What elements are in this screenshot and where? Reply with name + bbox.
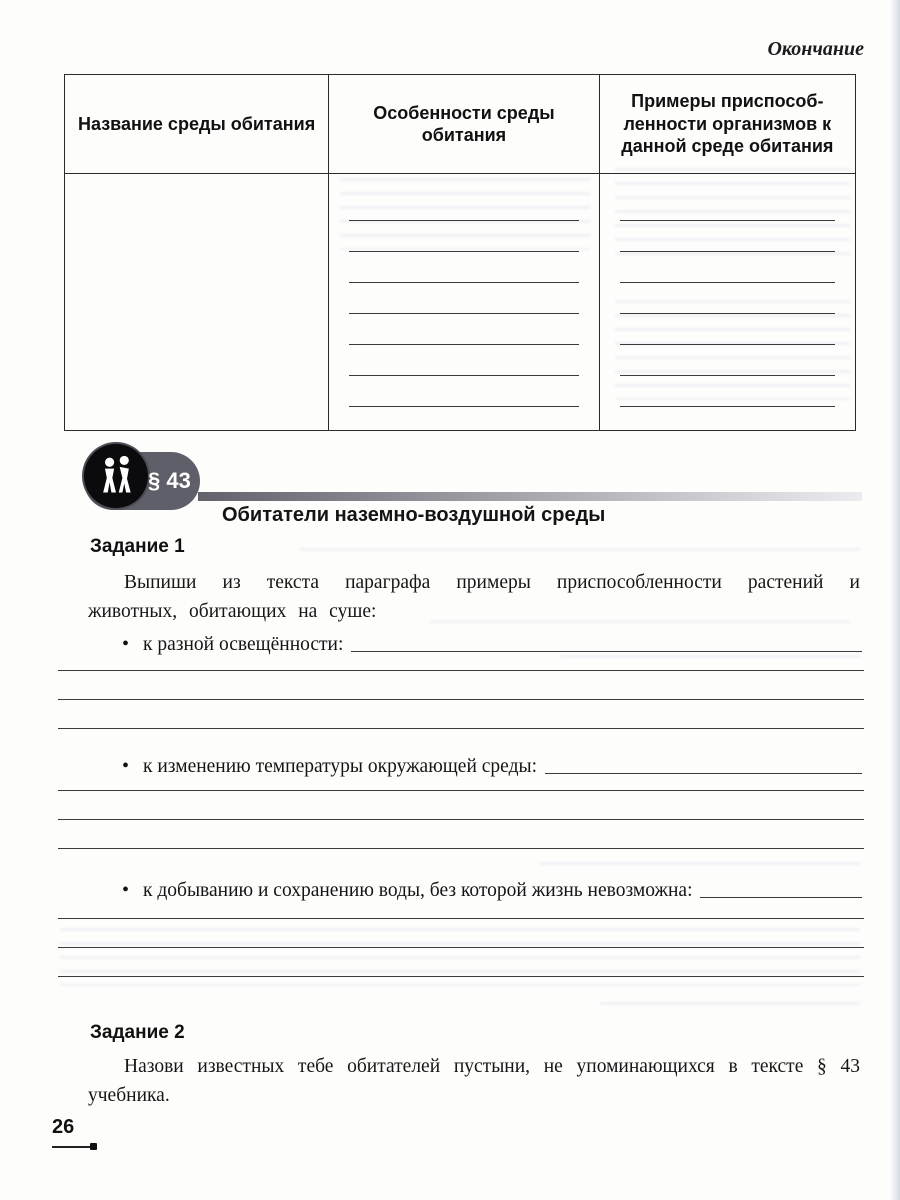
- bleedthrough-artifact: [300, 548, 860, 562]
- write-in-line: [620, 252, 835, 283]
- write-in-line: [58, 762, 864, 791]
- page-number-dot: [90, 1143, 97, 1150]
- page-number: 26: [52, 1116, 75, 1138]
- write-in-line: [620, 190, 835, 221]
- bullet-marker: •: [122, 879, 130, 901]
- write-in-line: [349, 345, 579, 376]
- write-in-line: [349, 283, 579, 314]
- write-in-line: [58, 671, 864, 700]
- bullet-label: к разной освещённости:: [143, 634, 344, 655]
- write-in-line: [349, 252, 579, 283]
- habitat-features-cell: [329, 174, 600, 431]
- write-in-line: [349, 221, 579, 252]
- table-header-row: [65, 75, 856, 174]
- bleedthrough-artifact: [600, 1002, 860, 1014]
- section-divider-bar: [198, 492, 862, 501]
- bullet-label: к изменению температуры окружающей среды:: [143, 756, 538, 777]
- bullet-marker: •: [122, 755, 130, 777]
- task1-heading: Задание 1: [90, 536, 185, 557]
- task1-intro: Выпиши из текста параграфа примеры приспособленности растений и животных, обитающих на суше:: [88, 572, 860, 623]
- task2-heading: Задание 2: [90, 1022, 185, 1043]
- write-in-line: [58, 791, 864, 820]
- table-row: [65, 174, 856, 431]
- write-in-line: [58, 642, 864, 671]
- answer-lines: [58, 642, 864, 729]
- bullet-marker: •: [122, 633, 130, 655]
- table-header-adaptation-examples: Примеры приспособ-ленности организмов к данной среде обитания: [599, 75, 855, 174]
- write-in-line: [349, 314, 579, 345]
- adaptation-examples-cell: [599, 174, 855, 431]
- page-edge-shadow: [890, 0, 900, 1200]
- write-in-line: [58, 820, 864, 849]
- write-in-line: [620, 314, 835, 345]
- write-in-line: [620, 221, 835, 252]
- write-in-line: [620, 345, 835, 376]
- section-title: Обитатели наземно-воздушной среды: [222, 504, 606, 526]
- bleedthrough-artifact: [540, 862, 860, 874]
- write-in-line: [58, 948, 864, 977]
- answer-lines: [58, 762, 864, 849]
- page-number-underline: [52, 1146, 92, 1148]
- bullet-label: к добыванию и сохранению воды, без которой жизнь невозможна:: [143, 880, 693, 901]
- answer-lines: [58, 890, 864, 977]
- write-in-line: [620, 376, 835, 407]
- write-in-line: [58, 919, 864, 948]
- task2-intro: Назови известных тебе обитателей пустыни, не упоминающихся в тексте § 43 учебника.: [88, 1056, 860, 1107]
- write-in-line: [58, 700, 864, 729]
- write-in-line: [620, 283, 835, 314]
- write-in-line: [349, 376, 579, 407]
- dancing-figures-icon: [84, 444, 148, 508]
- continuation-label: Окончание: [767, 38, 864, 60]
- section-number: § 43: [148, 468, 191, 493]
- table-header-habitat-features: Особенности среды обитания: [329, 75, 600, 174]
- write-in-line: [349, 190, 579, 221]
- habitat-name-cell: [65, 174, 329, 431]
- habitat-table: [64, 74, 856, 431]
- table-header-habitat-name: Название среды обитания: [65, 75, 329, 174]
- write-in-line: [58, 890, 864, 919]
- section-banner: [0, 444, 900, 536]
